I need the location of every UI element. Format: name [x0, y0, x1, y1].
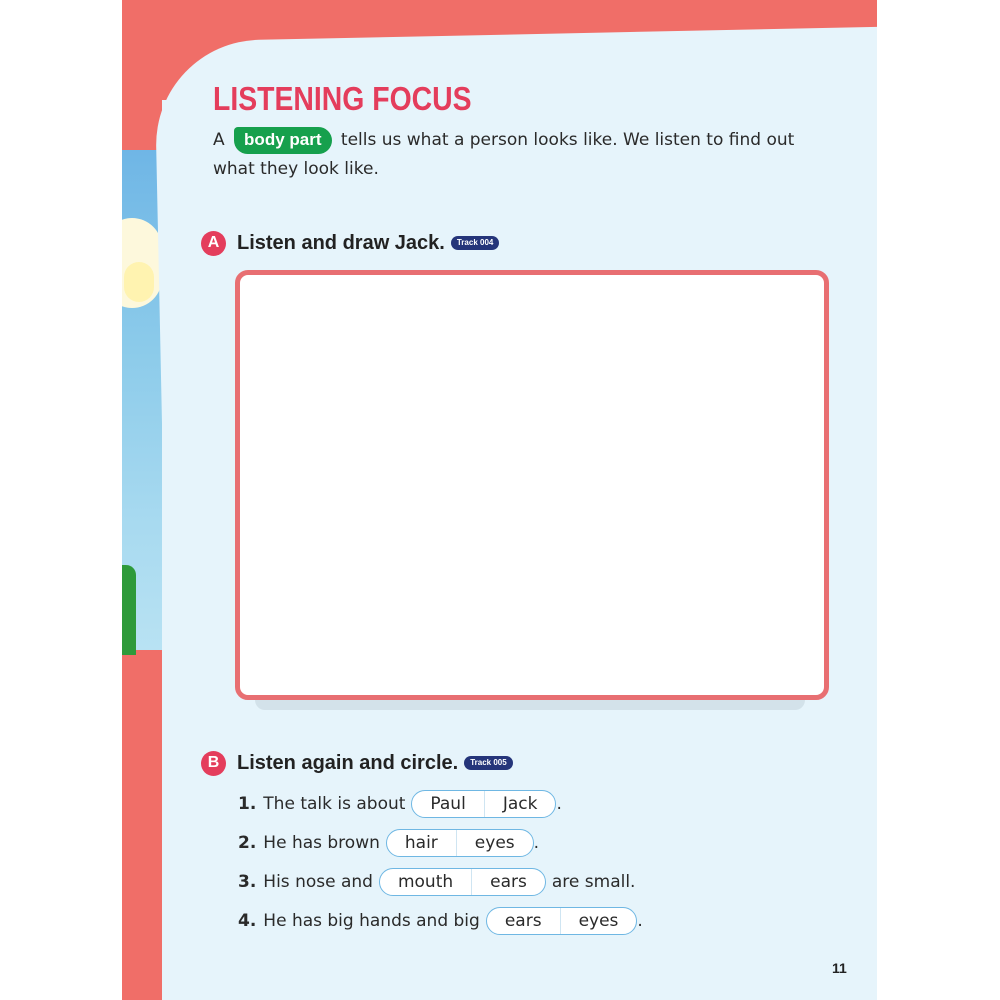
- answer-choice-group: [386, 829, 534, 857]
- page-number: 11: [832, 960, 847, 976]
- section-a-title: Listen and draw Jack.: [237, 231, 445, 254]
- section-b-title: Listen again and circle.: [237, 751, 459, 774]
- answer-choice-group: [411, 790, 556, 818]
- answer-option[interactable]: eyes: [456, 830, 533, 856]
- section-a-header: [201, 229, 499, 257]
- answer-option[interactable]: Paul: [430, 794, 466, 814]
- answer-option[interactable]: ears: [504, 911, 542, 931]
- answer-choice-group: [379, 868, 546, 896]
- question-item: 1. The talk is about Paul Jack .: [238, 789, 562, 819]
- track-badge[interactable]: Track 005: [464, 756, 512, 770]
- question-item: 4. He has big hands and big ears eyes .: [238, 906, 643, 936]
- page-title: LISTENING FOCUS: [213, 80, 472, 117]
- section-b-badge: B: [201, 751, 226, 776]
- track-badge[interactable]: Track 004: [451, 236, 499, 250]
- intro-text: A body part tells us what a person looks like. We listen to find out what they look like.: [213, 126, 833, 184]
- answer-option[interactable]: hair: [404, 833, 438, 853]
- answer-choice-group: [486, 907, 638, 935]
- section-a-badge: A: [201, 231, 226, 256]
- answer-option[interactable]: ears: [471, 869, 545, 895]
- question-item: 3. His nose and mouth ears are small.: [238, 867, 635, 897]
- answer-option[interactable]: Jack: [484, 791, 556, 817]
- question-item: 2. He has brown hair eyes .: [238, 828, 539, 858]
- answer-option[interactable]: mouth: [397, 872, 454, 892]
- body-part-tag: body part: [234, 127, 331, 154]
- drawing-area[interactable]: [235, 270, 829, 700]
- section-b-header: [201, 749, 513, 777]
- answer-option[interactable]: eyes: [560, 908, 637, 934]
